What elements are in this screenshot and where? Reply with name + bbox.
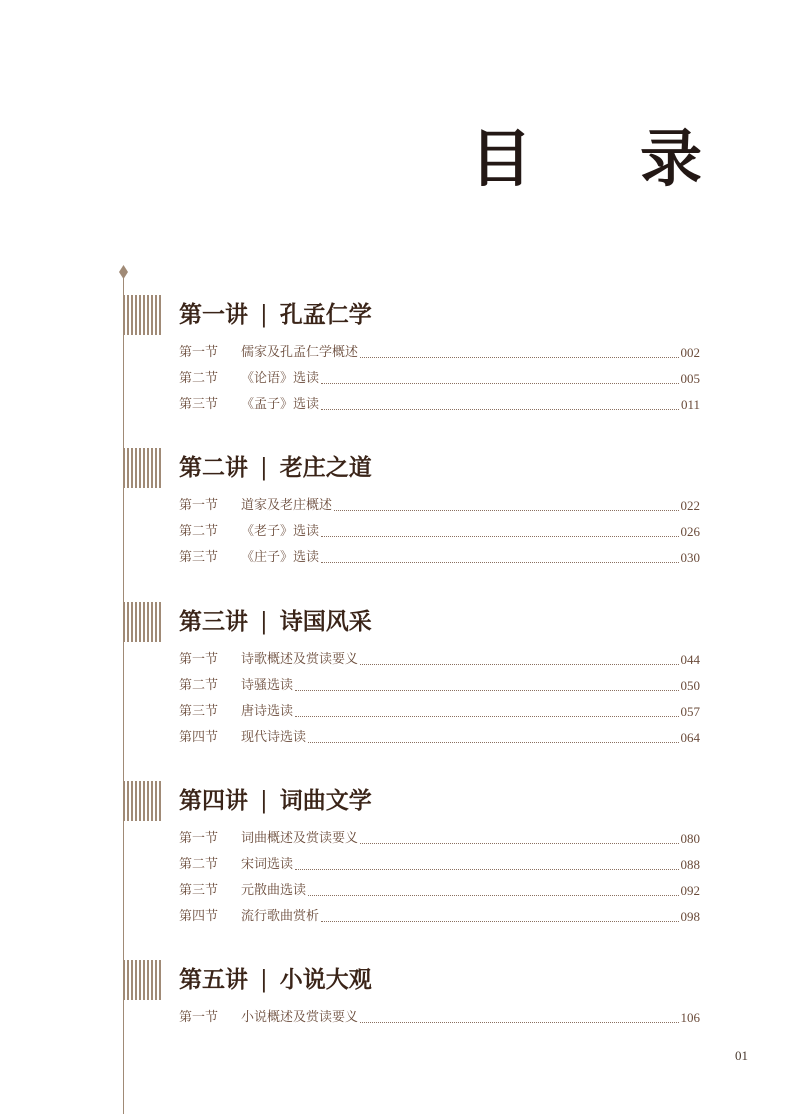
page-ref: 044 [680,652,700,667]
diamond-ornament-icon [119,265,128,279]
chapter-title: 诗国风采 [279,608,372,635]
separator-bar: | [260,609,268,635]
chapter-title: 小说大观 [279,966,372,993]
dot-leader [360,663,678,665]
toc-entry[interactable] [179,548,700,568]
page-ref: 080 [680,831,700,846]
page-ref: 030 [680,550,700,565]
toc-entry[interactable] [179,829,700,849]
chapter-heading[interactable] [179,448,372,488]
dot-leader [308,741,678,743]
section-label: 第三节 [179,704,219,719]
chapter-heading[interactable] [179,781,372,821]
chapter-bars-icon [123,781,161,821]
page-ref: 050 [680,678,700,693]
toc-entry[interactable] [179,855,700,875]
toc-entry[interactable] [179,702,700,722]
page-ref: 002 [680,345,700,360]
section-label: 第二节 [179,857,219,872]
chapter-heading[interactable] [179,295,372,335]
section-title: 词曲概述及赏读要义 [241,831,359,846]
page-ref: 011 [680,397,700,412]
toc-entry[interactable] [179,496,700,516]
toc-entry[interactable] [179,343,700,363]
toc-entry[interactable] [179,676,700,696]
section-title: 儒家及孔孟仁学概述 [241,345,359,360]
dot-leader [321,561,678,563]
page-ref: 005 [680,371,700,386]
toc-entry[interactable] [179,522,700,542]
page-ref: 106 [680,1010,700,1025]
page-title-char-2: 录 [639,122,702,195]
section-title: 《老子》选读 [241,524,320,539]
dot-leader [321,535,678,537]
dot-leader [321,408,679,410]
page-ref: 088 [680,857,700,872]
chapter-bars-icon [123,602,161,642]
section-title: 《孟子》选读 [241,397,320,412]
toc-entry[interactable] [179,650,700,670]
page-ref: 057 [680,704,700,719]
section-label: 第一节 [179,1010,219,1025]
section-label: 第二节 [179,678,219,693]
section-label: 第一节 [179,498,219,513]
dot-leader [295,868,678,870]
section-label: 第四节 [179,909,219,924]
chapter-title: 词曲文学 [279,787,372,814]
section-label: 第一节 [179,345,219,360]
separator-bar: | [260,788,268,814]
section-label: 第三节 [179,397,219,412]
chapter-bars-icon [123,295,161,335]
dot-leader [360,842,678,844]
chapter-label: 第一讲 [179,301,248,328]
chapter-bars-icon [123,448,161,488]
toc-entry[interactable] [179,907,700,927]
chapter-label: 第四讲 [179,787,248,814]
section-title: 现代诗选读 [241,730,307,745]
section-title: 诗歌概述及赏读要义 [241,652,359,667]
chapter-title: 孔孟仁学 [279,301,372,328]
chapter-heading[interactable] [179,602,372,642]
page-ref: 092 [680,883,700,898]
page-ref: 026 [680,524,700,539]
toc-entry[interactable] [179,369,700,389]
chapter-label: 第三讲 [179,608,248,635]
separator-bar: | [260,302,268,328]
chapter-title: 老庄之道 [279,454,372,481]
section-label: 第一节 [179,652,219,667]
dot-leader [360,356,678,358]
dot-leader [360,1021,678,1023]
dot-leader [308,894,678,896]
chapter-bars-icon [123,960,161,1000]
dot-leader [321,920,678,922]
section-title: 《论语》选读 [241,371,320,386]
dot-leader [321,382,678,384]
section-title: 《庄子》选读 [241,550,320,565]
toc-entry[interactable] [179,881,700,901]
section-label: 第三节 [179,550,219,565]
separator-bar: | [260,967,268,993]
dot-leader [334,509,678,511]
chapter-label: 第二讲 [179,454,248,481]
section-label: 第二节 [179,371,219,386]
section-title: 宋词选读 [241,857,294,872]
dot-leader [295,689,678,691]
page-number: 01 [735,1048,748,1063]
page-ref: 022 [680,498,700,513]
section-title: 道家及老庄概述 [241,498,333,513]
dot-leader [295,715,678,717]
separator-bar: | [260,455,268,481]
toc-entry[interactable] [179,1008,700,1028]
toc-entry[interactable] [179,728,700,748]
section-title: 元散曲选读 [241,883,307,898]
toc-entry[interactable] [179,395,700,415]
section-label: 第二节 [179,524,219,539]
section-label: 第三节 [179,883,219,898]
section-label: 第一节 [179,831,219,846]
section-title: 流行歌曲赏析 [241,909,320,924]
page-title [470,122,702,195]
chapter-label: 第五讲 [179,966,248,993]
chapter-heading[interactable] [179,960,372,1000]
section-title: 唐诗选读 [241,704,294,719]
section-label: 第四节 [179,730,219,745]
page-title-char-1: 目 [470,122,533,195]
page-ref: 064 [680,730,700,745]
page-ref: 098 [680,909,700,924]
section-title: 诗骚选读 [241,678,294,693]
section-title: 小说概述及赏读要义 [241,1010,359,1025]
